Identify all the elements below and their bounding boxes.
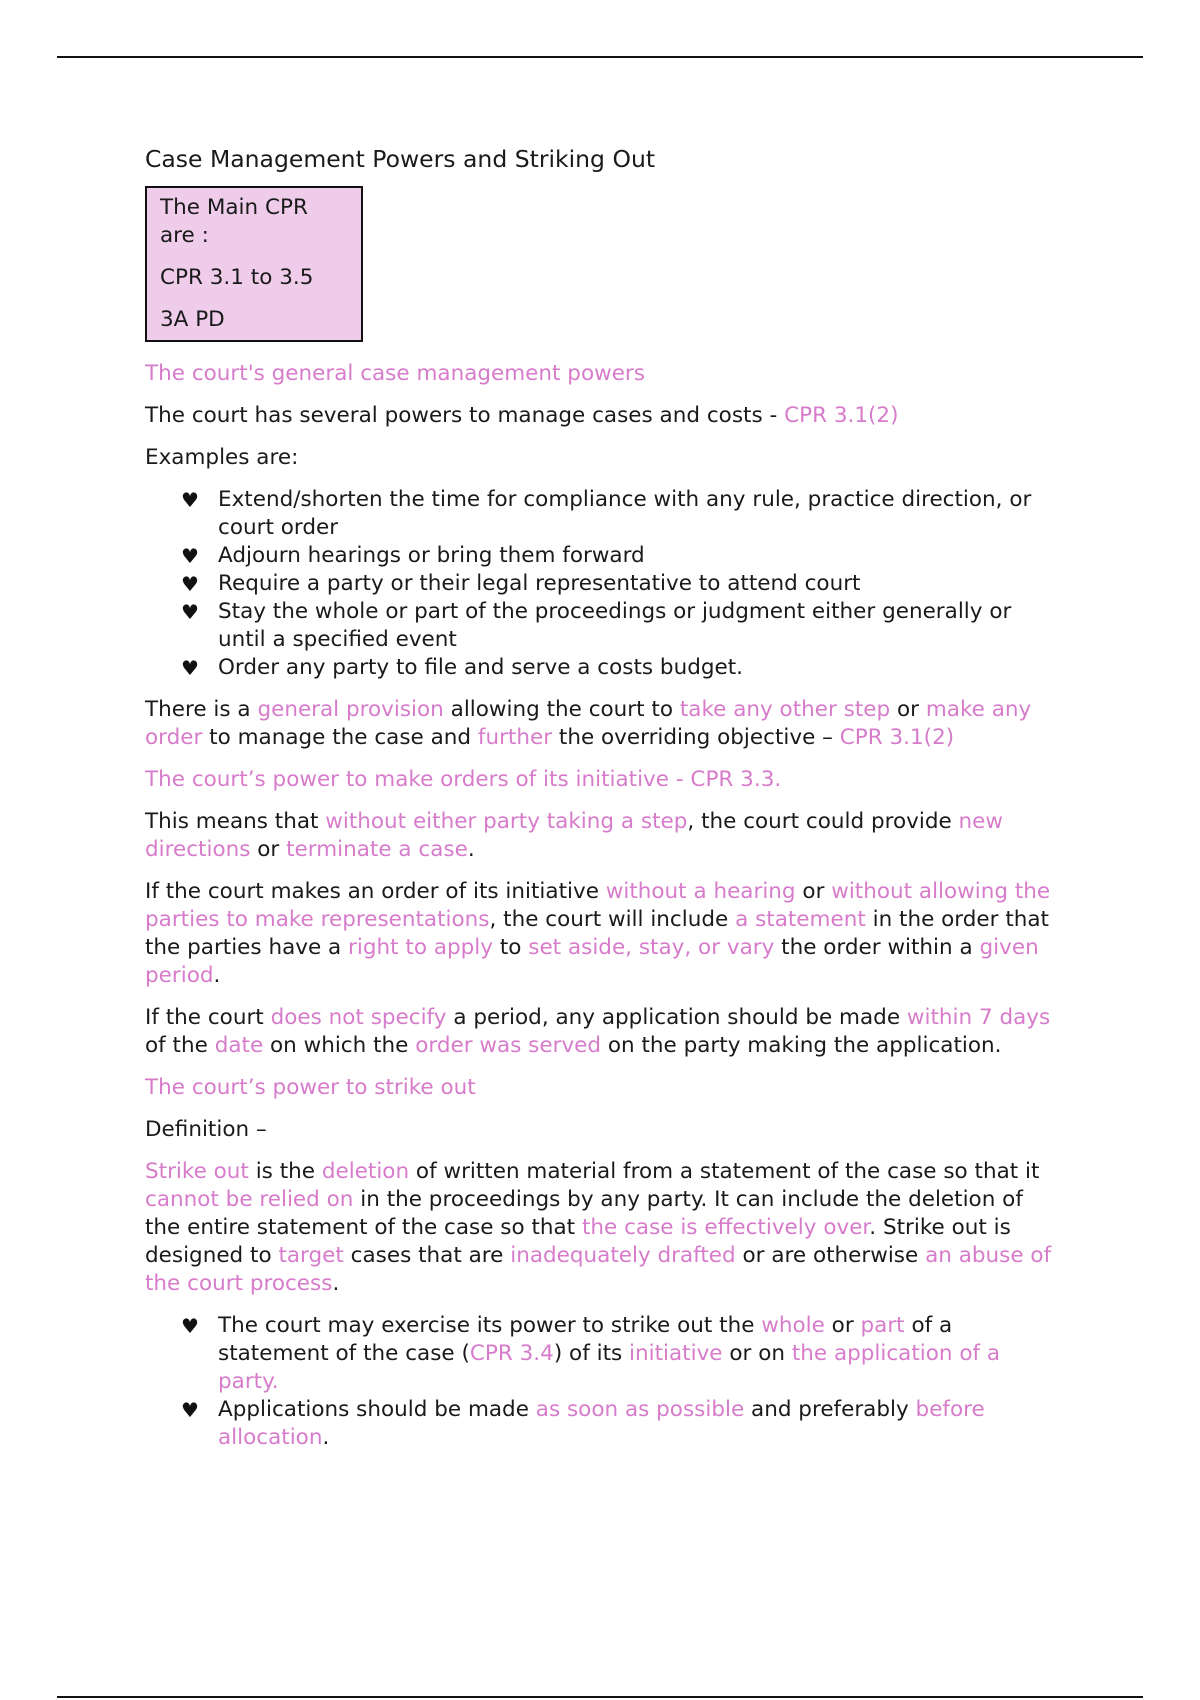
highlight: target — [278, 1243, 344, 1268]
text: There is a — [145, 697, 258, 722]
highlight: as soon as possible — [535, 1397, 745, 1422]
paragraph-initiative-meaning — [145, 808, 1060, 864]
list-item-text: Order any party to file and serve a costs budget. — [218, 655, 743, 680]
highlight: date — [214, 1033, 264, 1058]
text: The court has several powers to manage cases and costs - — [145, 403, 785, 428]
text: . — [332, 1271, 340, 1296]
highlight: within 7 days — [906, 1005, 1051, 1030]
text: the order within a — [774, 935, 980, 960]
text: a period, any application should be made — [446, 1005, 907, 1030]
highlight: whole — [761, 1313, 825, 1338]
text: or — [824, 1313, 861, 1338]
box-line-1: The Main CPR are : — [160, 195, 308, 248]
paragraph-strike-out-definition — [145, 1158, 1060, 1298]
highlight: inadequately drafted — [510, 1243, 736, 1268]
list-item-text: Extend/shorten the time for compliance with any rule, practice direction, or court order — [218, 487, 1032, 540]
highlight: order was served — [415, 1033, 602, 1058]
highlight: initiative — [629, 1341, 723, 1366]
text: to manage the case and — [202, 725, 478, 750]
main-cpr-box — [145, 186, 363, 342]
cpr-reference: CPR 3.1(2) — [784, 403, 899, 428]
heart-bullet-icon: ♥ — [181, 1398, 199, 1422]
text: Applications should be made — [218, 1397, 536, 1422]
heart-bullet-icon: ♥ — [181, 572, 199, 596]
text: or — [890, 697, 926, 722]
highlight: terminate a case — [286, 837, 468, 862]
text: ) of its — [553, 1341, 630, 1366]
text: in the order that the parties have a — [145, 907, 1049, 960]
heart-bullet-icon: ♥ — [181, 544, 199, 568]
strike-out-list — [145, 1312, 1060, 1452]
section-heading-initiative-orders: The court’s power to make orders of its initiative - CPR 3.3. — [145, 767, 782, 792]
text: If the court makes an order of its initiative — [145, 879, 606, 904]
list-item — [145, 1396, 1060, 1452]
highlight: part — [860, 1313, 905, 1338]
heart-bullet-icon: ♥ — [181, 488, 199, 512]
text: on the party making the application. — [601, 1033, 1002, 1058]
list-item — [145, 598, 1060, 654]
list-item — [145, 570, 1060, 598]
highlight: an abuse of the court process — [145, 1243, 1052, 1296]
footer-rule — [57, 1696, 1143, 1698]
text: cases that are — [343, 1243, 511, 1268]
text: of written material from a statement of the case so that it — [409, 1159, 1040, 1184]
highlight: new directions — [145, 809, 1003, 862]
examples-list — [145, 486, 1060, 682]
highlight: without either party taking a step — [325, 809, 688, 834]
paragraph-general-provision — [145, 696, 1060, 752]
text: of the — [145, 1033, 215, 1058]
highlight: the application of a party. — [218, 1341, 1001, 1394]
text: This means that — [145, 809, 326, 834]
list-item — [145, 1312, 1060, 1396]
heart-bullet-icon: ♥ — [181, 656, 199, 680]
text: or — [250, 837, 287, 862]
highlight: without allowing the parties to make representations — [145, 879, 1051, 932]
text: is the — [248, 1159, 322, 1184]
highlight: set aside, stay, or vary — [528, 935, 775, 960]
box-line-3: 3A PD — [160, 307, 225, 332]
section-heading-case-management: The court's general case management powers — [145, 361, 645, 386]
examples-label: Examples are: — [145, 445, 299, 470]
list-item — [145, 654, 1060, 682]
text: in the proceedings by any party. It can include the deletion of the entire statement of the case so that — [145, 1187, 1023, 1240]
text: The court may exercise its power to strike out the — [218, 1313, 762, 1338]
cpr-reference: CPR 3.1(2) — [839, 725, 955, 750]
section-heading-strike-out: The court’s power to strike out — [145, 1075, 476, 1100]
text: the overriding objective – — [552, 725, 840, 750]
text: or — [795, 879, 832, 904]
highlight: the case is effectively over — [581, 1215, 870, 1240]
document-body — [145, 140, 1060, 1466]
list-item-text: Adjourn hearings or bring them forward — [218, 543, 645, 568]
text: or are otherwise — [735, 1243, 926, 1268]
header-rule — [57, 56, 1143, 58]
text: of a statement of the case ( — [218, 1313, 953, 1366]
highlight: a statement — [735, 907, 866, 932]
highlight: further — [477, 725, 553, 750]
highlight: Strike out — [145, 1159, 249, 1184]
paragraph-application-period — [145, 1004, 1060, 1060]
highlight: without a hearing — [605, 879, 796, 904]
heart-bullet-icon: ♥ — [181, 600, 199, 624]
text: to — [492, 935, 529, 960]
text: . — [213, 963, 221, 988]
text: If the court — [145, 1005, 271, 1030]
box-line-2: CPR 3.1 to 3.5 — [160, 265, 314, 290]
text: . — [467, 837, 475, 862]
paragraph-order-without-hearing — [145, 878, 1060, 990]
text: or on — [722, 1341, 792, 1366]
highlight: before allocation — [218, 1397, 985, 1450]
text: and preferably — [744, 1397, 916, 1422]
list-item-text: Require a party or their legal representative to attend court — [218, 571, 861, 596]
text: , the court could provide — [687, 809, 959, 834]
text: allowing the court to — [443, 697, 680, 722]
highlight: given period — [145, 935, 1039, 988]
text: . Strike out is designed to — [145, 1215, 1011, 1268]
highlight: deletion — [321, 1159, 410, 1184]
heart-bullet-icon: ♥ — [181, 1314, 199, 1338]
list-item — [145, 542, 1060, 570]
definition-label: Definition – — [145, 1117, 267, 1142]
text: . — [322, 1425, 330, 1450]
highlight: general provision — [257, 697, 444, 722]
cpr-reference: CPR 3.4 — [469, 1341, 554, 1366]
text: , the court will include — [489, 907, 736, 932]
text: on which the — [263, 1033, 416, 1058]
highlight: make any order — [145, 697, 1032, 750]
highlight: cannot be relied on — [145, 1187, 354, 1212]
document-title: Case Management Powers and Striking Out — [145, 145, 656, 173]
highlight: does not specify — [270, 1005, 447, 1030]
list-item-text: Stay the whole or part of the proceedings or judgment either generally or until a specified event — [218, 599, 1012, 652]
paragraph-powers-intro — [145, 402, 1060, 430]
list-item — [145, 486, 1060, 542]
highlight: take any other step — [679, 697, 891, 722]
highlight: right to apply — [348, 935, 493, 960]
